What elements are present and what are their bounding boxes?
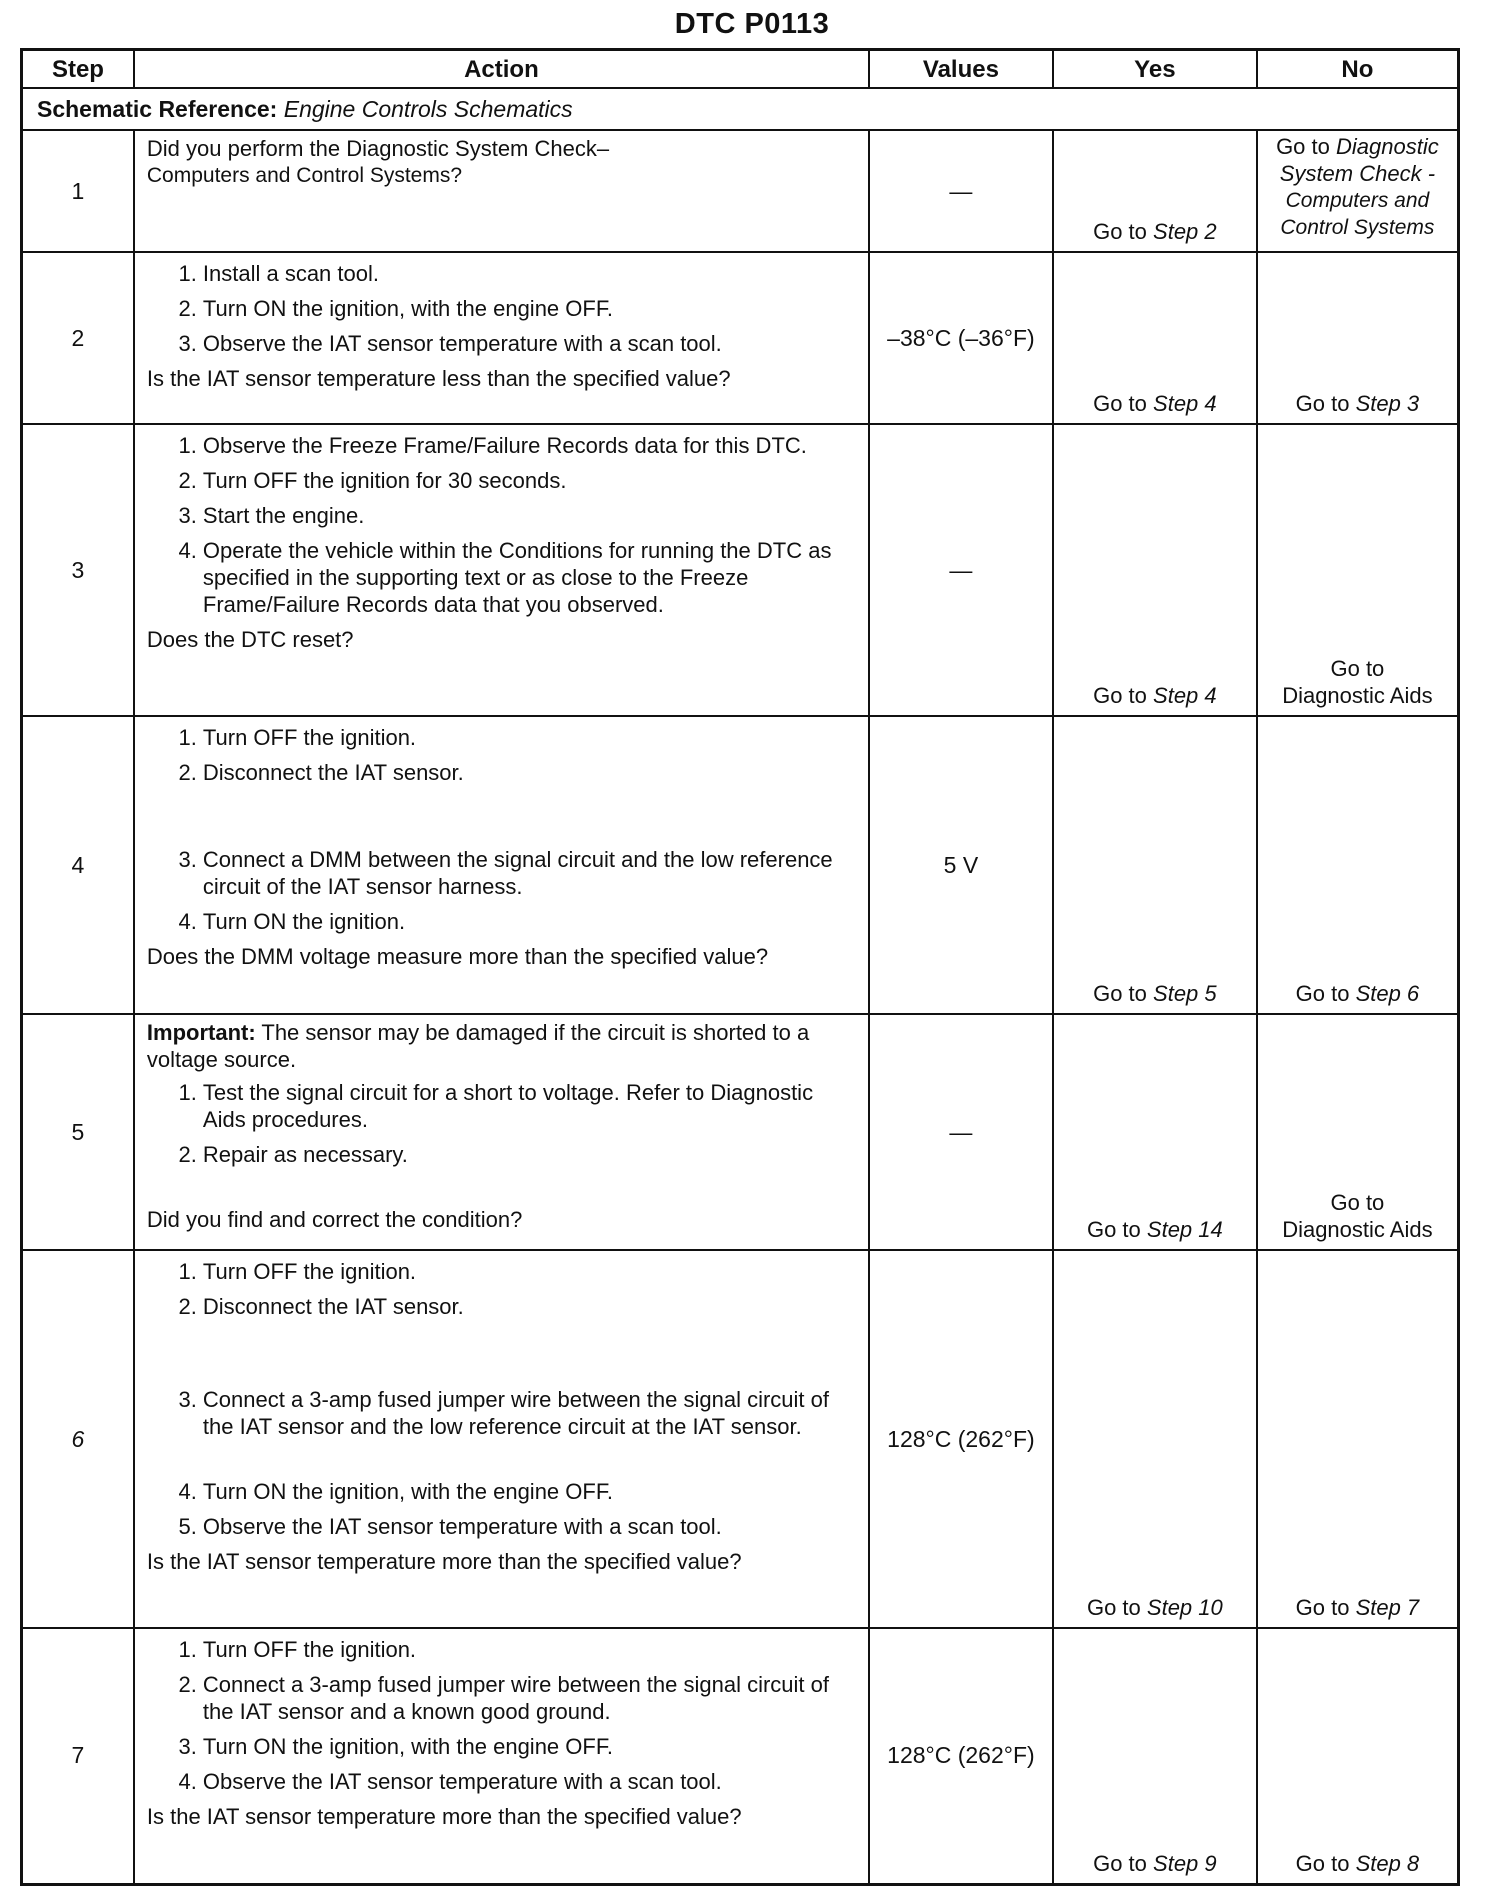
action-cell [134,424,869,716]
diagnostic-table [20,48,1460,1886]
yes-step-link[interactable]: Step 10 [1146,1595,1223,1620]
no-cell[interactable]: Go to Step 7 [1257,1250,1459,1628]
column-header-step: Step [22,50,134,89]
step-question: Did you perform the Diagnostic System Check– [146,136,610,161]
step-question: Is the IAT sensor temperature more than the specified value? [146,1549,742,1574]
column-header-values: Values [869,50,1053,89]
list-item: 2. Disconnect the IAT sensor. [178,760,464,785]
no-link[interactable]: Diagnostic Aids [1282,683,1433,708]
list-item: 1. Test the signal circuit for a short to voltage. Refer to Diagnostic Aids procedures. [178,1080,814,1132]
list-item: 3. Turn ON the ignition, with the engine OFF. [178,1734,613,1759]
list-item: 3. Connect a 3-amp fused jumper wire between the signal circuit of the IAT sensor and the low reference circuit at the IAT sensor. [178,1387,829,1439]
schematic-reference [22,88,1459,130]
no-step-link[interactable]: Step 3 [1355,391,1420,416]
step-question: Did you find and correct the condition? [146,1207,523,1232]
yes-step-link[interactable]: Step 14 [1146,1217,1223,1242]
value-cell: 5 V [869,716,1053,1014]
table-row [22,1014,1459,1250]
table-row [22,716,1459,1014]
step-question: Does the DTC reset? [146,627,354,652]
yes-cell[interactable]: Go to Step 5 [1053,716,1257,1014]
column-header-no: No [1257,50,1459,89]
list-item: 3. Observe the IAT sensor temperature with a scan tool. [178,331,722,356]
list-item: 5. Observe the IAT sensor temperature with a scan tool. [178,1514,722,1539]
step-number: 7 [22,1628,134,1884]
schematic-reference-row [22,88,1459,130]
step-number: 2 [22,252,134,424]
step-number: 6 [22,1250,134,1628]
step-question: Does the DMM voltage measure more than the specified value? [146,944,769,969]
value-cell: 128°C (262°F) [869,1628,1053,1884]
action-list [147,1636,858,1795]
action-list [147,260,858,357]
list-item: 2. Connect a 3-amp fused jumper wire between the signal circuit of the IAT sensor and a known good ground. [178,1672,829,1724]
yes-cell[interactable]: Go to Step 2 [1053,130,1257,252]
no-cell[interactable]: Go to Step 6 [1257,716,1459,1014]
action-cell [134,252,869,424]
list-item: 2. Turn OFF the ignition for 30 seconds. [178,468,567,493]
table-row [22,424,1459,716]
step-question: Computers and Control Systems? [146,164,463,187]
action-cell [134,1014,869,1250]
no-cell[interactable]: Go to Diagnostic System Check - Computers and Control Systems [1257,130,1459,252]
step-question: Is the IAT sensor temperature more than the specified value? [146,1804,742,1829]
table-row [22,130,1459,252]
step-question: Is the IAT sensor temperature less than the specified value? [146,366,731,391]
yes-step-link[interactable]: Step 4 [1153,391,1217,416]
yes-step-link[interactable]: Step 9 [1153,1850,1217,1876]
value-cell: — [869,424,1053,716]
no-cell[interactable]: Go to Step 3 [1257,252,1459,424]
page-title: DTC P0113 [674,8,830,40]
list-item: 1. Observe the Freeze Frame/Failure Records data for this DTC. [178,433,807,458]
action-cell [134,130,869,252]
table-row [22,1250,1459,1628]
action-cell [134,716,869,1014]
value-cell: — [869,1014,1053,1250]
table-row [22,252,1459,424]
step-number: 1 [22,130,134,252]
yes-cell[interactable]: Go to Step 4 [1053,424,1257,716]
yes-cell[interactable]: Go to Step 4 [1053,252,1257,424]
list-item: 1. Install a scan tool. [178,261,379,286]
no-cell[interactable]: Go to Step 8 [1257,1628,1459,1884]
no-step-link[interactable]: Step 7 [1355,1595,1420,1620]
yes-step-link[interactable]: Step 5 [1153,981,1217,1006]
step-number: 3 [22,424,134,716]
yes-cell[interactable]: Go to Step 9 [1053,1628,1257,1884]
column-header-yes: Yes [1053,50,1257,89]
important-text: The sensor may be damaged if the circuit is shorted to a voltage source. [146,1020,810,1072]
schematic-reference-label: Schematic Reference: [37,95,278,122]
list-item: 4. Operate the vehicle within the Conditions for running the DTC as specified in the supporting text or as close to the Freeze Frame/Failure Records data that you observed. [178,538,832,617]
list-item: 1. Turn OFF the ignition. [178,725,417,750]
list-item: 1. Turn OFF the ignition. [178,1637,417,1662]
list-item: 4. Turn ON the ignition. [178,909,406,934]
value-cell: –38°C (–36°F) [869,252,1053,424]
yes-step-link[interactable]: Step 4 [1153,683,1217,708]
important-label: Important: [146,1020,256,1045]
yes-cell[interactable]: Go to Step 10 [1053,1250,1257,1628]
action-cell [134,1250,869,1628]
no-cell[interactable]: Go to Diagnostic Aids [1257,424,1459,716]
value-cell: 128°C (262°F) [869,1250,1053,1628]
list-item: 4. Observe the IAT sensor temperature with a scan tool. [178,1769,722,1794]
list-item: 3. Connect a DMM between the signal circuit and the low reference circuit of the IAT sensor harness. [178,847,833,899]
action-list [147,1258,858,1540]
no-link[interactable]: Diagnostic [1336,134,1439,159]
action-list [147,1079,858,1198]
yes-step-link[interactable]: Step 2 [1153,219,1217,244]
action-cell [134,1628,869,1884]
list-item: 2. Repair as necessary. [178,1142,408,1167]
action-list [147,432,858,618]
action-list [147,724,858,935]
no-link[interactable]: Diagnostic Aids [1282,1217,1433,1242]
list-item: 1. Turn OFF the ignition. [178,1259,417,1284]
header-row [22,50,1459,89]
no-step-link[interactable]: Step 8 [1355,1850,1420,1876]
list-item: 2. Turn ON the ignition, with the engine OFF. [178,296,613,321]
no-cell[interactable]: Go to Diagnostic Aids [1257,1014,1459,1250]
list-item: 4. Turn ON the ignition, with the engine OFF. [178,1479,613,1504]
yes-cell[interactable]: Go to Step 14 [1053,1014,1257,1250]
step-number: 5 [22,1014,134,1250]
value-cell: — [869,130,1053,252]
table-row [22,1628,1459,1884]
list-item: 3. Start the engine. [178,503,365,528]
schematic-reference-link[interactable]: Engine Controls Schematics [283,95,573,122]
no-step-link[interactable]: Step 6 [1355,981,1420,1006]
column-header-action: Action [134,50,869,89]
important-note [147,1019,858,1073]
step-number: 4 [22,716,134,1014]
list-item: 2. Disconnect the IAT sensor. [178,1294,464,1319]
